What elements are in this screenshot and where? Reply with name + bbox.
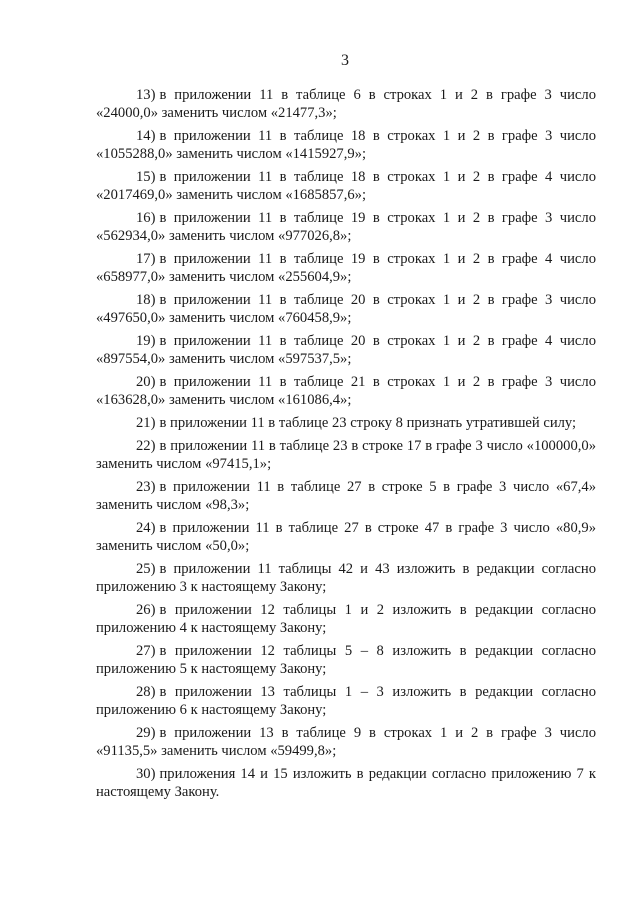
amendment-item-number: 30) — [136, 766, 156, 782]
amendment-item-text: в приложении 12 таблицы 5 – 8 изложить в редакции согласно приложению 5 к настоящему Закону; — [96, 643, 596, 677]
amendment-item-text: в приложении 11 в таблице 19 в строках 1 и 2 в графе 3 число «562934,0» заменить числом «977026,8»; — [96, 210, 596, 244]
amendment-item-text: в приложении 11 в таблице 20 в строках 1 и 2 в графе 4 число «897554,0» заменить числом «597537,5»; — [96, 333, 596, 367]
amendment-item-text: в приложении 12 таблицы 1 и 2 изложить в редакции согласно приложению 4 к настоящему Закону; — [96, 602, 596, 636]
amendment-item — [96, 373, 596, 409]
amendment-item-number: 25) — [136, 561, 156, 577]
page-number: 3 — [341, 52, 349, 69]
amendment-item-number: 20) — [136, 374, 156, 390]
amendment-list — [96, 86, 596, 806]
amendment-item-number: 17) — [136, 251, 156, 267]
amendment-item — [96, 127, 596, 163]
amendment-item-number: 21) — [136, 415, 156, 431]
amendment-item — [96, 519, 596, 555]
amendment-item-number: 22) — [136, 438, 156, 454]
amendment-item — [96, 683, 596, 719]
amendment-item-text: в приложении 11 в таблице 19 в строках 1 и 2 в графе 4 число «658977,0» заменить числом «255604,9»; — [96, 251, 596, 285]
amendment-item-number: 14) — [136, 128, 156, 144]
amendment-item — [96, 250, 596, 286]
amendment-item-number: 19) — [136, 333, 156, 349]
amendment-item-number: 16) — [136, 210, 156, 226]
amendment-item — [96, 86, 596, 122]
amendment-item-text: в приложении 11 в таблице 23 в строке 17 в графе 3 число «100000,0» заменить числом «97415,1»; — [96, 438, 596, 472]
amendment-item-text: в приложении 11 в таблице 18 в строках 1 и 2 в графе 3 число «1055288,0» заменить числом «1415927,9»; — [96, 128, 596, 162]
amendment-item-number: 23) — [136, 479, 156, 495]
amendment-item-text: приложения 14 и 15 изложить в редакции согласно приложению 7 к настоящему Закону. — [96, 766, 596, 800]
amendment-item — [96, 437, 596, 473]
amendment-item-number: 15) — [136, 169, 156, 185]
amendment-item-number: 26) — [136, 602, 156, 618]
amendment-item-text: в приложении 11 в таблице 20 в строках 1 и 2 в графе 3 число «497650,0» заменить числом «760458,9»; — [96, 292, 596, 326]
amendment-item-number: 18) — [136, 292, 156, 308]
amendment-item-text: в приложении 11 в таблице 27 в строке 5 в графе 3 число «67,4» заменить числом «98,3»; — [96, 479, 596, 513]
amendment-item-text: в приложении 13 в таблице 9 в строках 1 и 2 в графе 3 число «91135,5» заменить числом «59499,8»; — [96, 725, 596, 759]
amendment-item-text: в приложении 11 в таблице 27 в строке 47 в графе 3 число «80,9» заменить числом «50,0»; — [96, 520, 596, 554]
amendment-item — [96, 601, 596, 637]
amendment-item-text: в приложении 11 в таблице 21 в строках 1 и 2 в графе 3 число «163628,0» заменить числом «161086,4»; — [96, 374, 596, 408]
amendment-item-number: 27) — [136, 643, 156, 659]
amendment-item-text: в приложении 11 в таблице 23 строку 8 признать утратившей силу; — [159, 415, 577, 431]
amendment-item-number: 24) — [136, 520, 156, 536]
amendment-item-text: в приложении 11 в таблице 18 в строках 1 и 2 в графе 4 число «2017469,0» заменить числом «1685857,6»; — [96, 169, 596, 203]
amendment-item-number: 28) — [136, 684, 156, 700]
amendment-item — [96, 291, 596, 327]
amendment-item — [96, 414, 596, 432]
amendment-item-text: в приложении 13 таблицы 1 – 3 изложить в редакции согласно приложению 6 к настоящему Закону; — [96, 684, 596, 718]
amendment-item — [96, 478, 596, 514]
amendment-item-text: в приложении 11 таблицы 42 и 43 изложить в редакции согласно приложению 3 к настоящему Закону; — [96, 561, 596, 595]
amendment-item — [96, 332, 596, 368]
amendment-item — [96, 209, 596, 245]
amendment-item — [96, 765, 596, 801]
amendment-item-number: 13) — [136, 87, 156, 103]
amendment-item-number: 29) — [136, 725, 156, 741]
amendment-item — [96, 560, 596, 596]
amendment-item — [96, 642, 596, 678]
amendment-item-text: в приложении 11 в таблице 6 в строках 1 и 2 в графе 3 число «24000,0» заменить числом «21477,3»; — [96, 87, 596, 121]
amendment-item — [96, 724, 596, 760]
amendment-item — [96, 168, 596, 204]
